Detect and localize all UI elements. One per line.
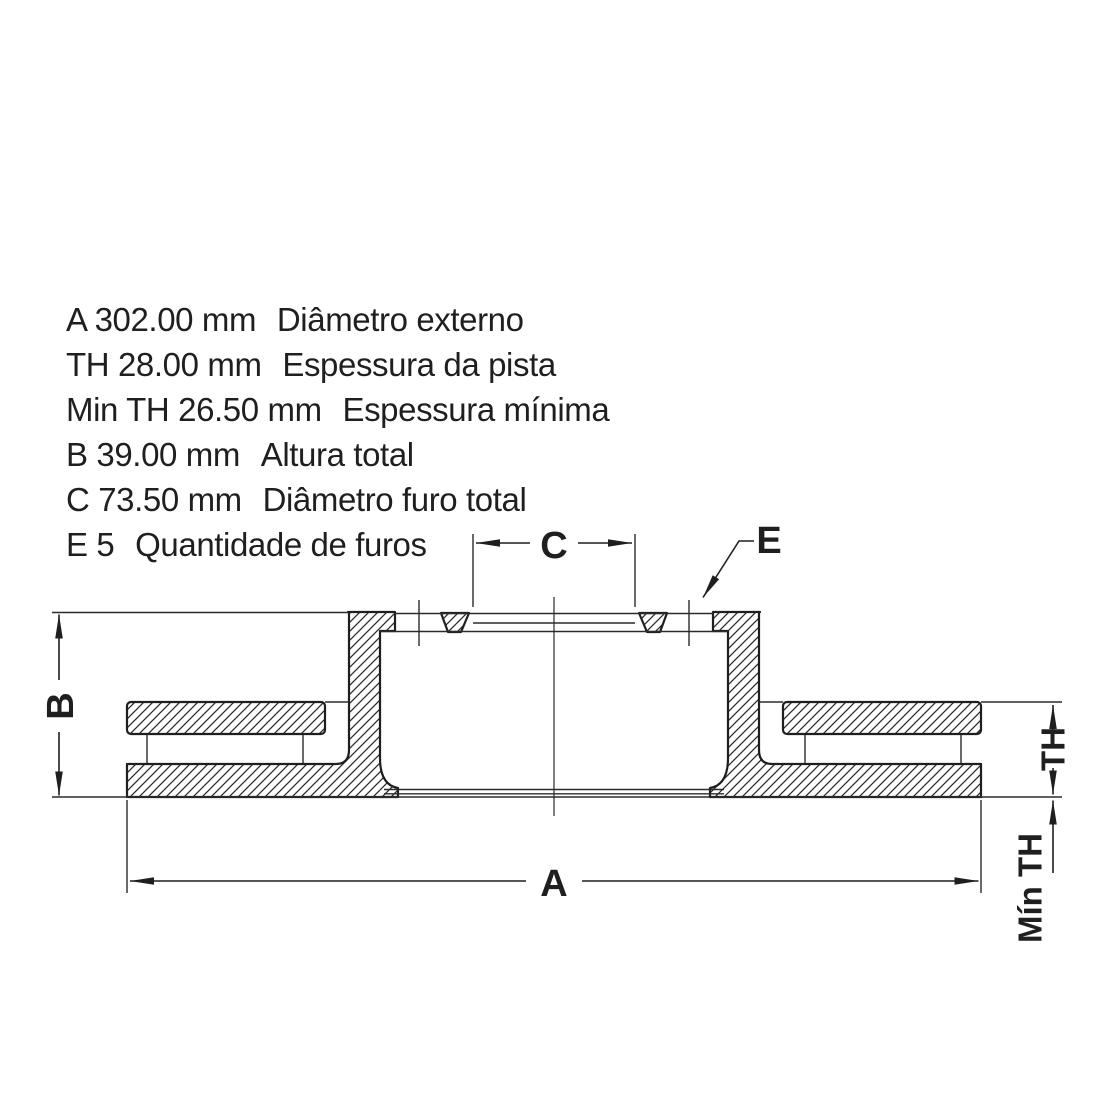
spec-value: 28.00 bbox=[117, 346, 199, 383]
bore-flange-block-left bbox=[441, 613, 469, 632]
dim-e-leader-arrow bbox=[703, 541, 754, 598]
spec-description: Espessura da pista bbox=[282, 346, 556, 383]
spec-description: Diâmetro furo total bbox=[262, 481, 527, 518]
spec-unit: mm bbox=[201, 301, 257, 338]
spec-description: Altura total bbox=[260, 436, 414, 473]
dim-label-th: TH bbox=[1034, 727, 1072, 771]
spec-unit: mm bbox=[187, 481, 242, 518]
spec-value: 39.00 bbox=[96, 436, 177, 473]
spec-label: Min TH bbox=[66, 391, 170, 428]
dim-label-c: C bbox=[540, 525, 568, 567]
spec-value: 302.00 bbox=[94, 301, 194, 338]
spec-value: 26.50 bbox=[178, 391, 259, 428]
dim-label-e: E bbox=[756, 520, 782, 562]
spec-label: TH bbox=[66, 346, 110, 383]
friction-ring-top-left bbox=[127, 702, 325, 734]
spec-description: Espessura mínima bbox=[342, 391, 610, 428]
spec-label: E bbox=[66, 526, 88, 563]
bore-flange-block-right bbox=[639, 613, 667, 632]
dim-label-a: A bbox=[540, 863, 568, 905]
spec-unit: mm bbox=[185, 436, 240, 473]
spec-value: 5 bbox=[96, 526, 115, 563]
spec-value: 73.50 bbox=[98, 481, 179, 518]
spec-description: Diâmetro externo bbox=[276, 301, 524, 338]
spec-label: A bbox=[66, 301, 86, 338]
spec-description: Quantidade de furos bbox=[135, 526, 427, 563]
dim-label-b: B bbox=[40, 692, 82, 720]
friction-ring-top-right bbox=[783, 702, 981, 734]
spec-label: B bbox=[66, 436, 88, 473]
dim-label-min-th: Mín TH bbox=[1011, 833, 1049, 943]
spec-unit: mm bbox=[267, 391, 322, 428]
spec-label: C bbox=[66, 481, 90, 518]
spec-unit: mm bbox=[207, 346, 262, 383]
